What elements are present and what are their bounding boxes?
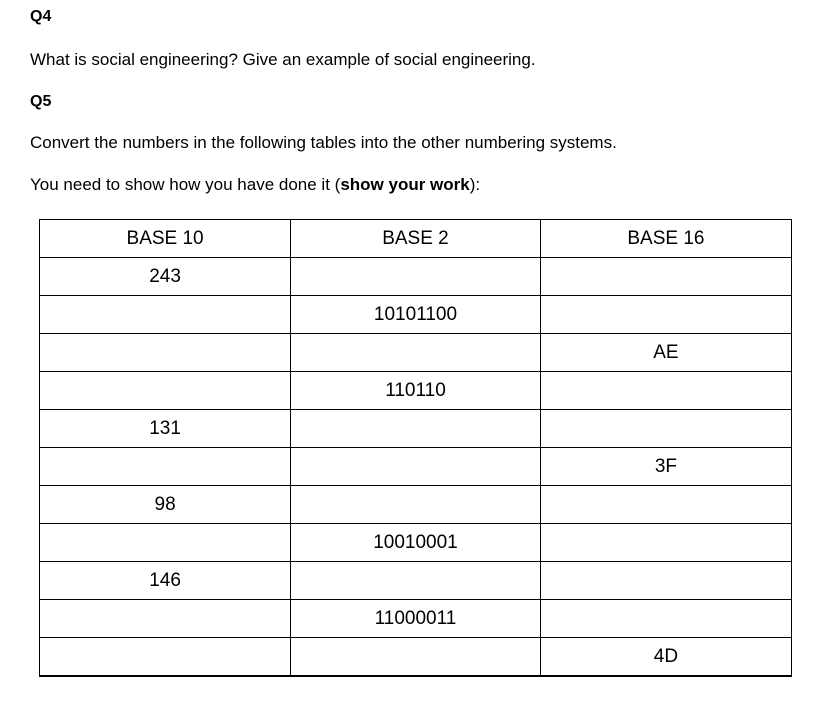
table-row <box>40 638 792 677</box>
conversion-table <box>39 219 792 677</box>
cell-base-10[interactable] <box>40 372 291 410</box>
cell-base-16[interactable] <box>540 562 791 600</box>
cell-base-16[interactable] <box>540 486 791 524</box>
table-row <box>40 562 792 600</box>
cell-base-2[interactable] <box>291 448 541 486</box>
q5-instruction-bold: show your work <box>340 175 470 194</box>
cell-base-16[interactable] <box>540 600 791 638</box>
cell-base-16[interactable] <box>540 258 791 296</box>
header-base-2: BASE 2 <box>291 220 541 258</box>
cell-base-16[interactable] <box>540 524 791 562</box>
cell-base-2[interactable]: 11000011 <box>291 600 541 638</box>
cell-base-10[interactable] <box>40 600 291 638</box>
cell-base-2[interactable]: 10101100 <box>291 296 541 334</box>
table-row <box>40 334 792 372</box>
cell-base-10[interactable] <box>40 334 291 372</box>
table-row <box>40 372 792 410</box>
table-header-row <box>40 220 792 258</box>
cell-base-10[interactable] <box>40 638 291 677</box>
cell-base-2[interactable] <box>291 486 541 524</box>
cell-base-16[interactable] <box>540 410 791 448</box>
header-base-10: BASE 10 <box>40 220 291 258</box>
cell-base-10[interactable]: 131 <box>40 410 291 448</box>
cell-base-10[interactable] <box>40 448 291 486</box>
q4-question: What is social engineering? Give an example of social engineering. <box>30 50 536 69</box>
cell-base-10[interactable] <box>40 296 291 334</box>
cell-base-16[interactable] <box>540 372 791 410</box>
header-base-16: BASE 16 <box>540 220 791 258</box>
table-row <box>40 410 792 448</box>
table-row <box>40 524 792 562</box>
cell-base-2[interactable] <box>291 410 541 448</box>
cell-base-2[interactable] <box>291 334 541 372</box>
table-row <box>40 448 792 486</box>
table-row <box>40 486 792 524</box>
cell-base-2[interactable] <box>291 562 541 600</box>
q5-instruction-prefix: You need to show how you have done it ( <box>30 175 341 194</box>
q4-heading: Q4 <box>30 8 52 25</box>
cell-base-10[interactable] <box>40 524 291 562</box>
cell-base-2[interactable]: 10010001 <box>291 524 541 562</box>
cell-base-2[interactable] <box>291 638 541 677</box>
q5-heading: Q5 <box>30 93 52 110</box>
cell-base-2[interactable]: 110110 <box>291 372 541 410</box>
cell-base-16[interactable]: AE <box>540 334 791 372</box>
cell-base-10[interactable]: 146 <box>40 562 291 600</box>
cell-base-16[interactable]: 3F <box>540 448 791 486</box>
table-row <box>40 600 792 638</box>
cell-base-10[interactable]: 98 <box>40 486 291 524</box>
table-row <box>40 296 792 334</box>
cell-base-2[interactable] <box>291 258 541 296</box>
table-body <box>40 258 792 677</box>
q5-instruction-show-work <box>30 175 480 195</box>
cell-base-10[interactable]: 243 <box>40 258 291 296</box>
cell-base-16[interactable] <box>540 296 791 334</box>
table-row <box>40 258 792 296</box>
q5-instruction-suffix: ): <box>469 175 481 194</box>
q5-instruction-convert: Convert the numbers in the following tables into the other numbering systems. <box>30 133 617 152</box>
cell-base-16[interactable]: 4D <box>540 638 791 677</box>
